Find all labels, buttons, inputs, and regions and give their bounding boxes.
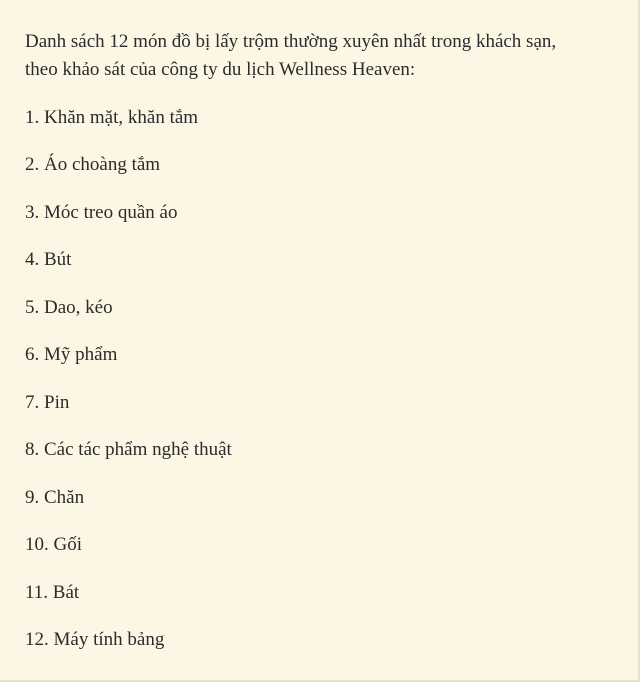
list-item: 11. Bát bbox=[25, 581, 80, 603]
intro-paragraph bbox=[25, 28, 625, 84]
article-body bbox=[25, 28, 625, 654]
intro-line-2: theo khảo sát của công ty du lịch Wellness Heaven: bbox=[25, 59, 416, 80]
list-item: 12. Máy tính bảng bbox=[25, 629, 165, 650]
list-item: 3. Móc treo quần áo bbox=[25, 201, 178, 223]
list-item: 10. Gối bbox=[25, 534, 82, 555]
list-item: 5. Dao, kéo bbox=[25, 296, 113, 318]
intro-line-1: Danh sách 12 món đồ bị lấy trộm thường xuyên nhất trong khách sạn, bbox=[25, 31, 557, 52]
list-item: 4. Bút bbox=[25, 249, 72, 270]
list-item: 6. Mỹ phẩm bbox=[25, 344, 118, 365]
list-item: 8. Các tác phẩm nghệ thuật bbox=[25, 439, 232, 460]
list-item: 2. Áo choàng tắm bbox=[25, 154, 161, 175]
list-item: 9. Chăn bbox=[25, 486, 85, 508]
list-item: 1. Khăn mặt, khăn tắm bbox=[25, 106, 199, 128]
list-item: 7. Pin bbox=[25, 391, 70, 413]
stolen-items-list bbox=[25, 104, 625, 655]
